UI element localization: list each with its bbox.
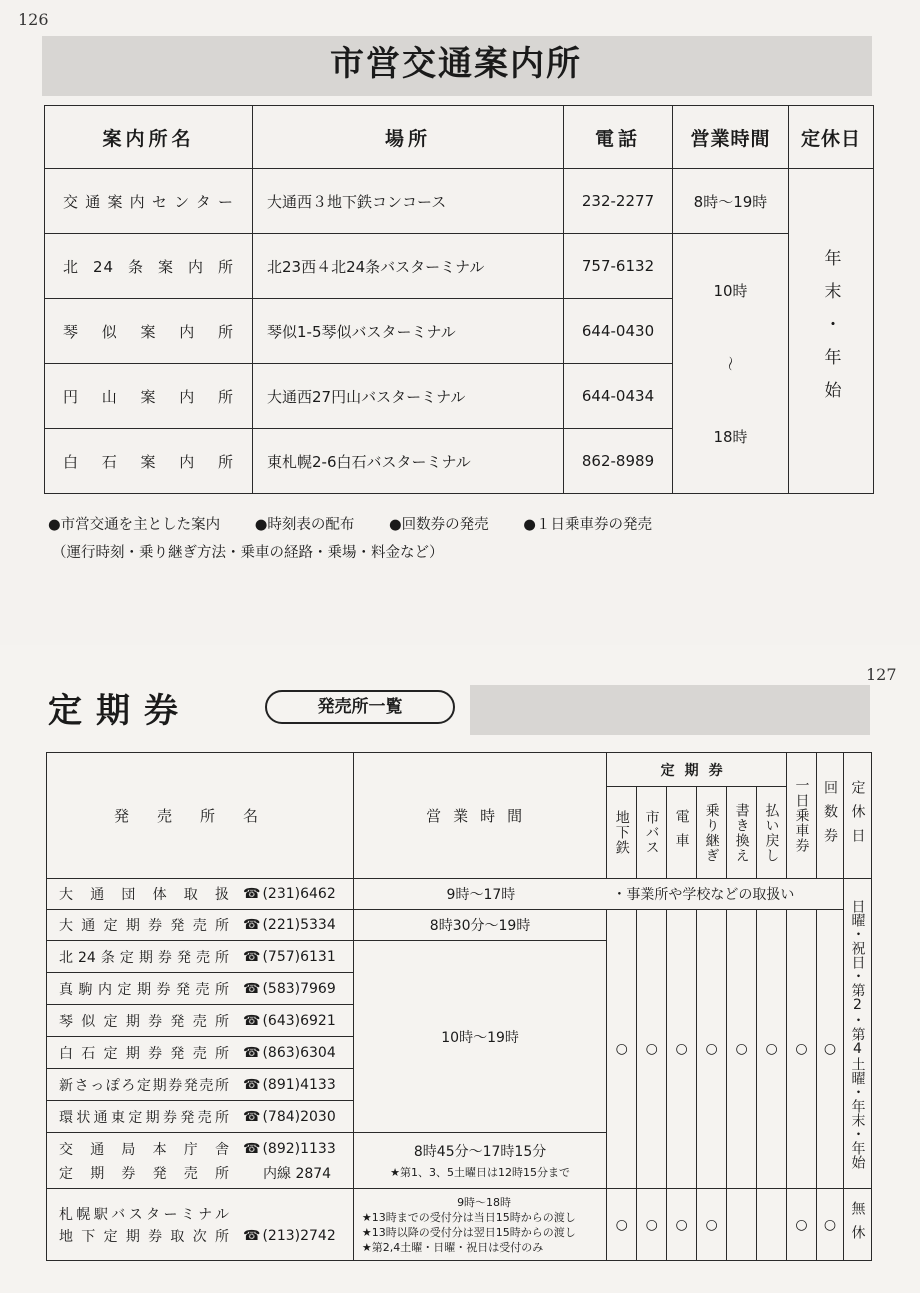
office-name: 大通団体取扱 — [59, 887, 229, 903]
empty-cell — [727, 1189, 757, 1261]
header-oneday-text: 一日乗車券 — [793, 778, 810, 853]
office-tel — [237, 1045, 336, 1061]
page-127 — [0, 645, 920, 1293]
page-title: 市営交通案内所 — [330, 44, 582, 84]
office-name: 白石案内所 — [45, 429, 253, 494]
page-number: 126 — [18, 10, 49, 29]
office-name: 交通案内センター — [45, 169, 253, 234]
office-tel — [237, 949, 336, 965]
header-closed: 定休日 — [789, 106, 874, 169]
hours-common: 10時～19時 — [353, 941, 606, 1133]
kotsukyoku-hours: 8時45分～17時15分 — [413, 1144, 547, 1160]
header-closed-text: 定休日 — [849, 779, 866, 852]
table-row — [47, 910, 872, 941]
header-name: 案内所名 — [45, 106, 253, 169]
header-sub-transfer — [697, 787, 727, 879]
kotsukyoku-hours-cell — [353, 1133, 606, 1189]
circle-kaisu: ○ — [817, 910, 844, 1189]
kotsukyoku-note: ★第1、3、5土曜日は12時15分まで — [390, 1166, 570, 1179]
circle-subway: ○ — [607, 1189, 637, 1261]
office-tel — [237, 886, 336, 902]
circle-bus: ○ — [637, 910, 667, 1189]
office-tel: 644-0434 — [564, 364, 673, 429]
tel-number: (643)6921 — [262, 1012, 336, 1029]
header-hours: 営業時間 — [353, 753, 606, 879]
sapporo-note: ★第2,4土曜・日曜・祝日は受付のみ — [361, 1240, 544, 1254]
office-cell — [47, 973, 354, 1005]
office-name-2: 地下定期券取次所 — [59, 1228, 229, 1245]
phone-icon: ☎ — [243, 917, 261, 933]
hours-start: 10時 — [713, 282, 748, 300]
tel-number: (583)7969 — [262, 980, 336, 997]
office-tel — [237, 1077, 336, 1093]
header-sub-text: 地下鉄 — [613, 810, 630, 855]
phone-icon: ☎ — [243, 1140, 261, 1157]
header-location: 場所 — [253, 106, 564, 169]
bullet-item: ●１日乗車券の発売 — [523, 517, 652, 533]
title-band — [470, 685, 870, 735]
phone-icon: ☎ — [243, 886, 261, 902]
tel-number: (892)1133 — [262, 1140, 336, 1157]
header-sub-text: 書き換え — [733, 802, 750, 863]
header-closed — [843, 753, 871, 879]
circle-tram: ○ — [667, 1189, 697, 1261]
pass-office-table — [46, 752, 872, 1261]
tel-number: (757)6131 — [262, 948, 336, 965]
office-cell — [47, 1037, 354, 1069]
header-sub-refund — [757, 787, 787, 879]
office-tel — [237, 1228, 336, 1244]
header-sub-bus — [637, 787, 667, 879]
office-cell — [47, 879, 354, 910]
office-name: 円山案内所 — [45, 364, 253, 429]
header-hours: 営業時間 — [673, 106, 789, 169]
office-cell — [47, 1005, 354, 1037]
tel-number: (221)5334 — [262, 917, 336, 933]
office-name: 札幌駅バスターミナル — [59, 1206, 229, 1223]
office-tel: 862-8989 — [564, 429, 673, 494]
office-tel: 232-2277 — [564, 169, 673, 234]
header-sub-tram — [667, 787, 697, 879]
circle-kaisu: ○ — [817, 1189, 844, 1261]
phone-icon: ☎ — [243, 980, 261, 997]
phone-icon: ☎ — [243, 1108, 261, 1125]
header-sub-subway — [607, 787, 637, 879]
office-location: 北23西４北24条バスターミナル — [253, 234, 564, 299]
office-cell — [47, 910, 354, 941]
tel-number: (213)2742 — [262, 1227, 336, 1244]
office-name-2: 定期券発売所 — [59, 1165, 229, 1182]
circle-subway: ○ — [607, 910, 637, 1189]
circle-transfer: ○ — [697, 910, 727, 1189]
circle-refund: ○ — [757, 910, 787, 1189]
header-sub-text: 払い戻し — [763, 802, 780, 863]
circle-bus: ○ — [637, 1189, 667, 1261]
header-tel: 電話 — [564, 106, 673, 169]
closed-text: 年末・年始 — [820, 248, 841, 414]
office-location: 大通西27円山バスターミナル — [253, 364, 564, 429]
sapporo-note: ★13時以降の受付分は翌日15時からの渡し — [361, 1225, 576, 1239]
hours-end: 18時 — [713, 428, 748, 446]
empty-cell — [757, 1189, 787, 1261]
office-cell — [47, 1189, 354, 1261]
header-teiki: 定期券 — [607, 753, 787, 787]
phone-icon: ☎ — [243, 1044, 261, 1061]
office-location: 琴似1-5琴似バスターミナル — [253, 299, 564, 364]
office-location: 大通西３地下鉄コンコース — [253, 169, 564, 234]
tel-number: (784)2030 — [262, 1108, 336, 1125]
feature-bullets — [48, 513, 682, 534]
table-row — [47, 879, 872, 910]
header-kaisu-text: 回数券 — [821, 779, 838, 852]
closed-sapporo-cell — [843, 1189, 871, 1261]
office-tel — [237, 1013, 336, 1029]
closed-common-text: 日曜・祝日・第2・第4土曜・年末・年始 — [849, 898, 866, 1169]
circle-tram: ○ — [667, 910, 697, 1189]
office-cell — [47, 1133, 354, 1189]
hours-dantai: 9時～17時 — [446, 887, 516, 903]
office-cell — [47, 1101, 354, 1133]
office-tel: 644-0430 — [564, 299, 673, 364]
office-name: 琴似案内所 — [45, 299, 253, 364]
sapporo-hours: 9時～18時 — [457, 1195, 512, 1209]
office-name: 北24条案内所 — [45, 234, 253, 299]
office-tel: 757-6132 — [564, 234, 673, 299]
closed-sapporo: 無休 — [849, 1200, 866, 1249]
office-tel — [237, 1109, 336, 1125]
dantai-cell — [353, 879, 843, 910]
office-tel — [237, 1141, 336, 1157]
page-number: 127 — [866, 665, 897, 684]
feature-note: （運行時刻・乗り継ぎ方法・乗車の経路・乗場・料金など） — [52, 545, 444, 561]
phone-icon: ☎ — [243, 1012, 261, 1029]
header-sub-text: 市バス — [643, 810, 660, 855]
bullet-item: ●市営交通を主とした案内 — [48, 517, 221, 533]
header-kaisu — [817, 753, 844, 879]
bullet-item: ●回数券の発売 — [389, 517, 489, 533]
table-row — [47, 1189, 872, 1261]
dantai-note: ・事業所や学校などの取扱い — [612, 887, 795, 903]
table-row — [45, 234, 874, 299]
header-sub-text: 電車 — [673, 808, 690, 857]
tel-number: (891)4133 — [262, 1076, 336, 1093]
office-name: 北24条定期券発売所 — [59, 949, 229, 966]
circle-transfer: ○ — [697, 1189, 727, 1261]
closed-common-cell — [843, 879, 871, 1189]
header-office: 発売所名 — [47, 753, 354, 879]
tel-number: (863)6304 — [262, 1044, 336, 1061]
office-name: 大通定期券発売所 — [59, 918, 229, 934]
circle-oneday: ○ — [787, 1189, 817, 1261]
info-office-table — [44, 105, 874, 494]
office-name: 環状通東定期券発売所 — [59, 1109, 229, 1126]
office-name: 真駒内定期券発売所 — [59, 981, 229, 998]
office-tel — [237, 917, 336, 933]
office-tel — [237, 981, 336, 997]
circle-oneday: ○ — [787, 910, 817, 1189]
office-cell — [47, 1069, 354, 1101]
phone-icon: ☎ — [243, 1227, 261, 1244]
closed-cell — [789, 169, 874, 494]
subtitle-pill: 発売所一覧 — [265, 690, 455, 724]
sapporo-note: ★13時までの受付分は当日15時からの渡し — [361, 1210, 576, 1224]
hours-tilde: 〜 — [721, 355, 739, 371]
phone-icon: ☎ — [243, 948, 261, 965]
office-name: 交通局本庁舎 — [59, 1141, 229, 1158]
office-location: 東札幌2-6白石バスターミナル — [253, 429, 564, 494]
office-name: 新さっぽろ定期券発売所 — [59, 1077, 229, 1094]
hours-odori: 8時30分～19時 — [353, 910, 606, 941]
hours-center: 8時～19時 — [673, 169, 789, 234]
header-sub-text: 乗り継ぎ — [703, 802, 720, 863]
office-name: 琴似定期券発売所 — [59, 1013, 229, 1030]
office-name: 白石定期券発売所 — [59, 1045, 229, 1062]
tel-number: (231)6462 — [262, 886, 336, 902]
office-cell — [47, 941, 354, 973]
page-title: 定期券 — [48, 691, 192, 731]
table-row — [45, 169, 874, 234]
circle-rewrite: ○ — [727, 910, 757, 1189]
hours-others — [673, 234, 789, 494]
header-oneday — [787, 753, 817, 879]
phone-icon: ☎ — [243, 1076, 261, 1093]
header-sub-rewrite — [727, 787, 757, 879]
page-126 — [0, 0, 920, 645]
sapporo-hours-cell — [353, 1189, 606, 1261]
office-ext: 内線 2874 — [263, 1165, 332, 1182]
bullet-item: ●時刻表の配布 — [254, 517, 355, 533]
